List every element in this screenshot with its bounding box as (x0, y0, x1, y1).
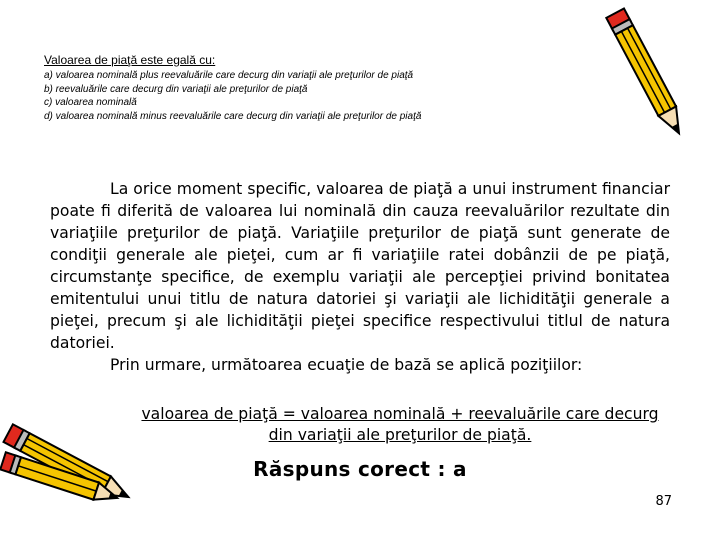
question-title: Valoarea de piaţă este egală cu: (44, 53, 216, 67)
explanation-text (50, 178, 670, 376)
option-d: d) valoarea nominală minus reevaluările care decurg din variaţii ale preţurilor de piaţă (44, 110, 422, 122)
page-number: 87 (655, 494, 672, 509)
pencil-icon (598, 0, 698, 150)
explanation-paragraph: La orice moment specific, valoarea de piaţă a unui instrument financiar poate fi diferită de valoarea lui nominală din cauza reevaluărilor rezultate din variaţiile preţurilor de piaţă. Variaţiile preţurilor de piaţă sunt generate de condiţii generale ale pieţei, cum ar fi variaţiile ratei dobânzii de pe piaţă, circumstanţe specifice, de exemplu variaţii ale percepţiei privind bonitatea emitentului unui titlu de natura datoriei şi variaţii ale lichidităţii generale a pieţei, precum şi ale lichidităţii pieţei specifice respectivului titlul de natura datoriei. (50, 180, 670, 352)
equation-text: valoarea de piaţă = valoarea nominală + reevaluările care decurg din variaţii ale preţurilor de piaţă. (141, 405, 659, 444)
correct-answer: Răspuns corect : a (253, 457, 467, 481)
option-b: b) reevaluările care decurg din variaţii ale preţurilor de piaţă (44, 83, 308, 95)
option-c: c) valoarea nominală (44, 97, 137, 108)
equation-intro: Prin urmare, următoarea ecuaţie de bază se aplică poziţiilor: (110, 356, 583, 374)
question-block (44, 53, 564, 123)
option-a: a) valoarea nominală plus reevaluările care decurg din variaţii ale preţurilor de piaţă (44, 70, 414, 81)
equation (130, 404, 670, 446)
